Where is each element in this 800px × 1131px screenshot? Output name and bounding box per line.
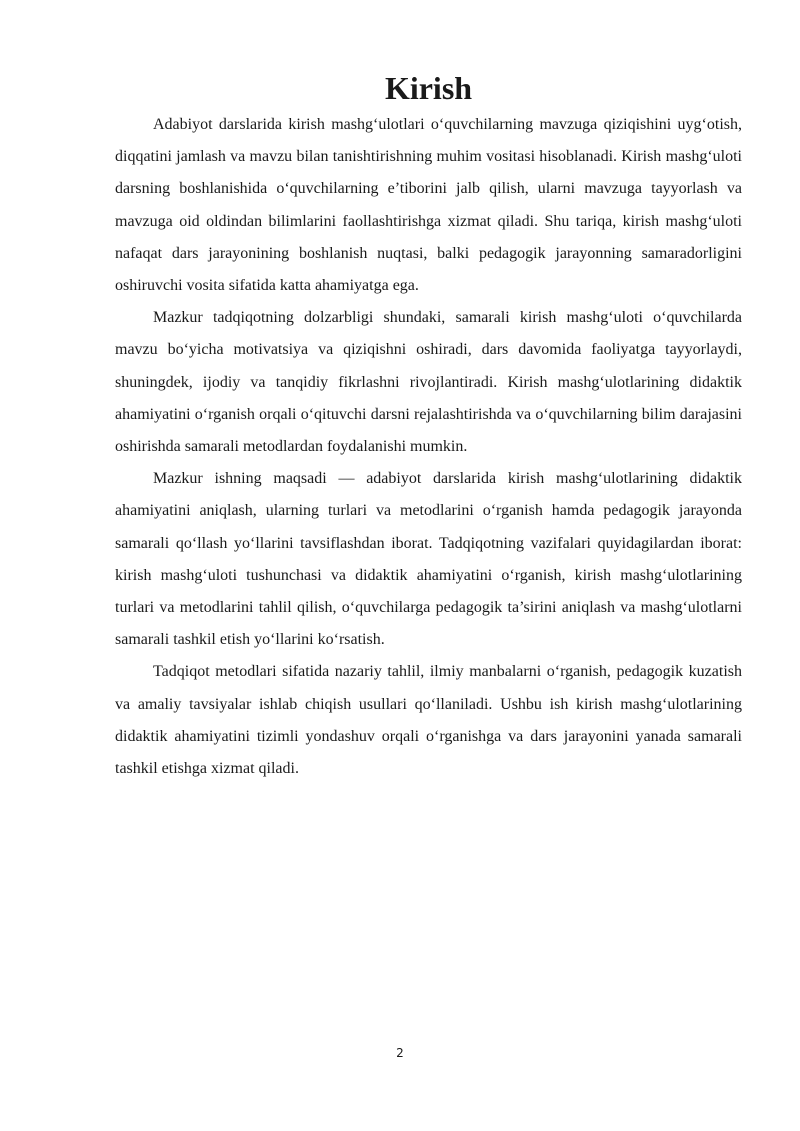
paragraph-goals: Mazkur ishning maqsadi — adabiyot darslarida kirish mashg‘ulotlarining didaktik ahamiyatini aniqlash, ularning turlari va metodlarini o‘rganish hamda pedagogik jarayonda samarali qo‘llash yo‘llarini tavsiflashdan iborat. Tadqiqotning vazifalari quyidagilardan iborat: kirish mashg‘uloti tushunchasi va didaktik ahamiyatini o‘rganish, kirish mashg‘ulotlarining turlari va metodlarini tahlil qilish, o‘quvchilarga pedagogik ta’sirini aniqlash va mashg‘ulotlarni samarali tashkil etish yo‘llarini ko‘rsatish. bbox=[115, 470, 742, 649]
page-content bbox=[115, 70, 742, 785]
paragraph-introduction: Adabiyot darslarida kirish mashg‘ulotlari o‘quvchilarning mavzuga qiziqishini uyg‘otish, diqqatini jamlash va mavzu bilan tanishtirishning muhim vositasi hisoblanadi. Kirish mashg‘uloti darsning boshlanishida o‘quvchilarning e’tiborini jalb qilish, ularni mavzuga tayyorlash va mavzuga oid oldindan bilimlarini faollashtirishga xizmat qiladi. Shu tariqa, kirish mashg‘uloti nafaqat dars jarayonining boshlanish nuqtasi, balki pedagogik jarayonning samaradorligini oshiruvchi vosita sifatida katta ahamiyatga ega. bbox=[115, 116, 742, 295]
paragraph-methods: Tadqiqot metodlari sifatida nazariy tahlil, ilmiy manbalarni o‘rganish, pedagogik kuzatish va amaliy tavsiyalar ishlab chiqish usullari qo‘llaniladi. Ushbu ish kirish mashg‘ulotlarining didaktik ahamiyatini tizimli yondashuv orqali o‘rganishga va dars jarayonini yanada samarali tashkil etishga xizmat qiladi. bbox=[115, 663, 742, 778]
paragraph-relevance: Mazkur tadqiqotning dolzarbligi shundaki, samarali kirish mashg‘uloti o‘quvchilarda mavzu bo‘yicha motivatsiya va qiziqishni oshiradi, dars davomida faoliyatga tayyorlaydi, shuningdek, ijodiy va tanqidiy fikrlashni rivojlantiradi. Kirish mashg‘ulotlarining didaktik ahamiyatini o‘rganish orqali o‘qituvchi darsni rejalashtirishda va o‘quvchilarning bilim darajasini oshirishda samarali metodlardan foydalanishi mumkin. bbox=[115, 309, 742, 456]
page-number: 2 bbox=[396, 1046, 404, 1060]
section-title: Kirish bbox=[384, 70, 473, 106]
